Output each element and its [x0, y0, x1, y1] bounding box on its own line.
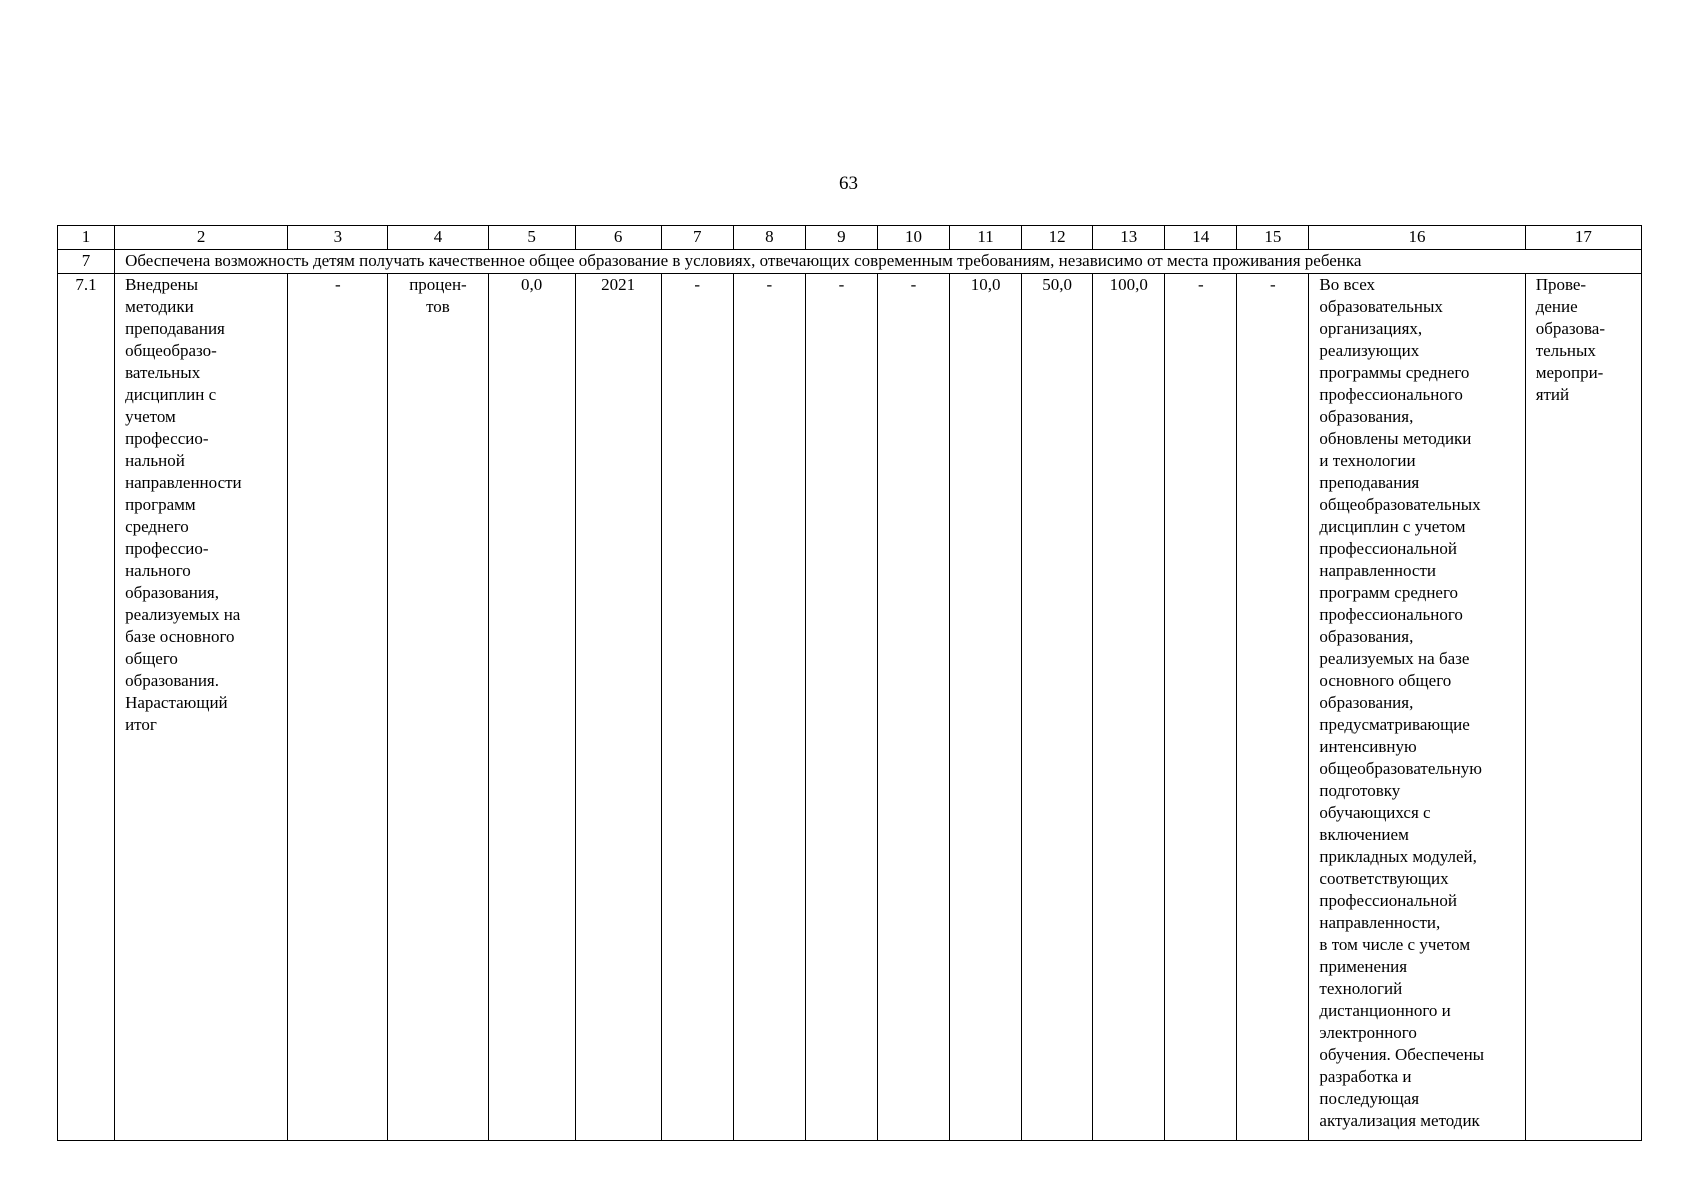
text-line: образования. [125, 671, 219, 690]
text-line: направленности [1319, 561, 1437, 580]
text-line: разработка и [1319, 1067, 1412, 1086]
text-line: общеобразовательную [1319, 759, 1482, 778]
text-line: организациях, [1319, 319, 1423, 338]
text-line: дение [1535, 297, 1578, 316]
column-number: 16 [1309, 226, 1525, 250]
text-line: методики [125, 297, 194, 316]
text-line: последующая [1319, 1089, 1420, 1108]
cell-col10: - [877, 274, 949, 1141]
text-line: образования, [1319, 627, 1414, 646]
cell-col15: - [1237, 274, 1309, 1141]
text-line: образования, [125, 583, 219, 602]
column-number: 5 [488, 226, 575, 250]
page-number: 63 [839, 173, 858, 194]
text-line: актуализация методик [1319, 1111, 1480, 1130]
event-type [1525, 274, 1641, 1141]
text-line: общего [125, 649, 178, 668]
text-line: ятий [1535, 385, 1570, 404]
indicator-row [58, 274, 1642, 1141]
text-line: дисциплин с [125, 385, 217, 404]
column-number: 14 [1165, 226, 1237, 250]
column-number: 15 [1237, 226, 1309, 250]
text-line: и технологии [1319, 451, 1416, 470]
column-number: 6 [575, 226, 661, 250]
column-number: 7 [661, 226, 733, 250]
text-line: включением [1319, 825, 1409, 844]
text-line: прикладных модулей, [1319, 847, 1477, 866]
column-number-row [58, 226, 1642, 250]
text-line: обучения. Обеспечены [1319, 1045, 1485, 1064]
text-line: образования, [1319, 407, 1414, 426]
column-number: 4 [388, 226, 488, 250]
text-line: профессиональной [1319, 539, 1457, 558]
column-number: 13 [1093, 226, 1165, 250]
text-line: направленности, [1319, 913, 1441, 932]
text-line: общеобразо- [125, 341, 217, 360]
text-line: профессионального [1319, 605, 1463, 624]
text-line: преподавания [125, 319, 225, 338]
column-number: 9 [805, 226, 877, 250]
cell-col7: - [661, 274, 733, 1141]
text-line: дистанционного и [1319, 1001, 1451, 1020]
column-number: 8 [733, 226, 805, 250]
text-line: предусматривающие [1319, 715, 1470, 734]
text-line: профессио- [125, 539, 209, 558]
column-number: 11 [950, 226, 1022, 250]
text-line: программы среднего [1319, 363, 1470, 382]
text-line: нальной [125, 451, 185, 470]
text-line: меропри- [1535, 363, 1604, 382]
text-line: Нарастающий [125, 693, 228, 712]
cell-col11: 10,0 [950, 274, 1022, 1141]
text-line: реализуемых на базе [1319, 649, 1470, 668]
text-line: основного общего [1319, 671, 1452, 690]
column-number: 2 [115, 226, 288, 250]
text-line: среднего [125, 517, 189, 536]
column-number: 10 [877, 226, 949, 250]
text-line: вательных [125, 363, 201, 382]
cell-col8: - [733, 274, 805, 1141]
column-number: 12 [1022, 226, 1093, 250]
text-line: реализующих [1319, 341, 1420, 360]
text-line: учетом [125, 407, 176, 426]
result-description [1309, 274, 1525, 1141]
text-line: применения [1319, 957, 1408, 976]
column-number: 17 [1525, 226, 1641, 250]
text-line: образовательных [1319, 297, 1443, 316]
unit-of-measure [388, 274, 488, 1141]
group-number: 7 [58, 250, 115, 274]
group-title: Обеспечена возможность детям получать качественное общее образование в условиях, отвечающих современным требованиям, независимо от места проживания ребенка [115, 250, 1642, 274]
text-line: дисциплин с учетом [1319, 517, 1466, 536]
text-line: обучающихся с [1319, 803, 1431, 822]
text-line: электронного [1319, 1023, 1417, 1042]
text-line: базе основного [125, 627, 235, 646]
column-number: 3 [288, 226, 388, 250]
text-line: программ среднего [1319, 583, 1459, 602]
text-line: итог [125, 715, 157, 734]
text-line: образова- [1535, 319, 1606, 338]
text-line: преподавания [1319, 473, 1420, 492]
group-row [58, 250, 1642, 274]
cell-col12: 50,0 [1022, 274, 1093, 1141]
text-line: соответствующих [1319, 869, 1449, 888]
column-number: 1 [58, 226, 115, 250]
indicator-number: 7.1 [58, 274, 115, 1141]
cell-col3: - [288, 274, 388, 1141]
text-line: обновлены методики [1319, 429, 1472, 448]
text-line: подготовку [1319, 781, 1401, 800]
cell-col13: 100,0 [1093, 274, 1165, 1141]
text-line: программ [125, 495, 196, 514]
text-line: направленности [125, 473, 242, 492]
cell-col14: - [1165, 274, 1237, 1141]
text-line: нального [125, 561, 191, 580]
text-line: Во всех [1319, 275, 1376, 294]
cell-col9: - [805, 274, 877, 1141]
text-line: Внедрены [125, 275, 199, 294]
base-year: 2021 [575, 274, 661, 1141]
text-line: реализуемых на [125, 605, 241, 624]
text-line: профессио- [125, 429, 209, 448]
text-line: в том числе с учетом [1319, 935, 1471, 954]
indicator-name [115, 274, 288, 1141]
text-line: интенсивную [1319, 737, 1417, 756]
text-line: технологий [1319, 979, 1403, 998]
text-line: общеобразовательных [1319, 495, 1481, 514]
text-line: профессиональной [1319, 891, 1457, 910]
base-value: 0,0 [488, 274, 575, 1141]
text-line: Прове- [1535, 275, 1587, 294]
text-line: тов [426, 297, 450, 316]
text-line: профессионального [1319, 385, 1463, 404]
text-line: тельных [1535, 341, 1596, 360]
text-line: образования, [1319, 693, 1414, 712]
text-line: процен- [409, 275, 467, 294]
indicators-table [57, 225, 1642, 1141]
